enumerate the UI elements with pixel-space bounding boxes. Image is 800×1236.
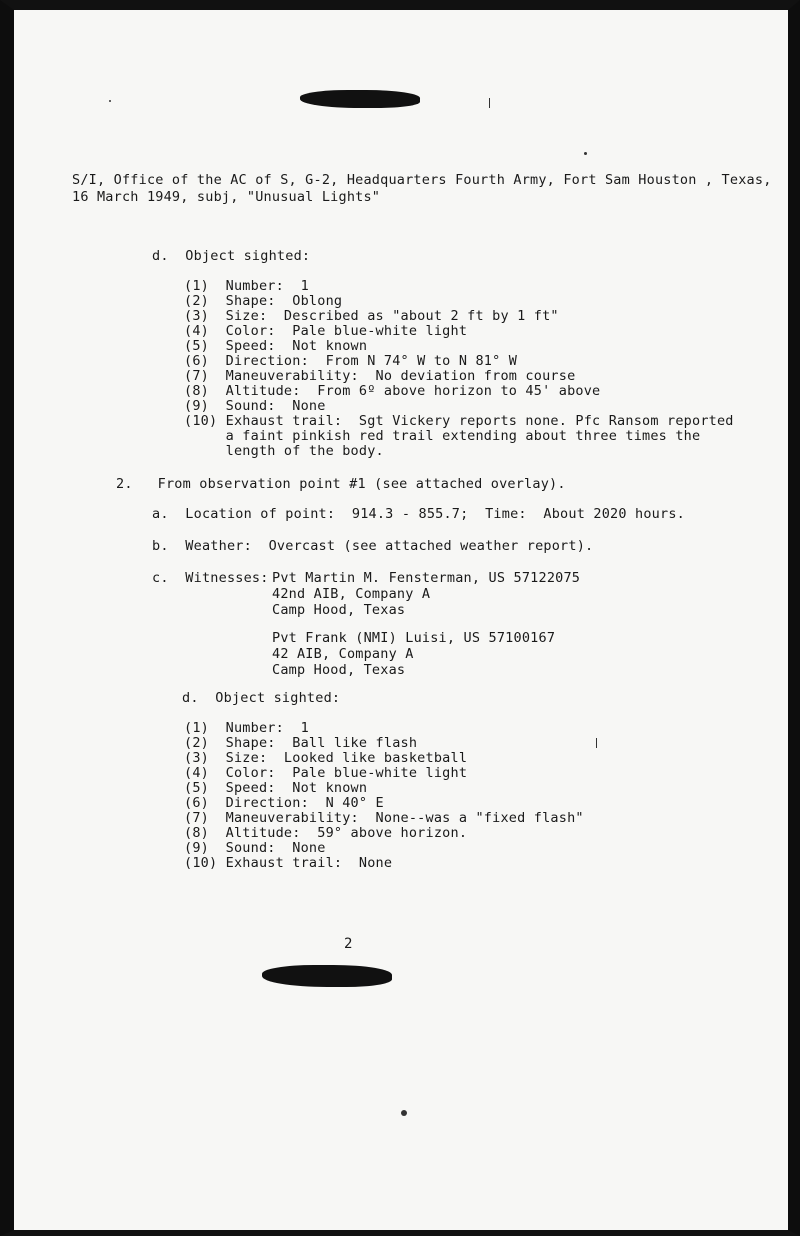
page-number: 2 (344, 936, 353, 952)
section-2-title: 2. From observation point #1 (see attached overlay). (116, 476, 566, 492)
header-line-2: 16 March 1949, subj, "Unusual Lights" (72, 189, 381, 205)
section-d1-item: (8) Altitude: From 6º above horizon to 45' above (184, 383, 601, 399)
section-d1-item: (2) Shape: Oblong (184, 293, 343, 309)
scan-speck (109, 100, 111, 102)
section-d1-item: length of the body. (184, 443, 384, 459)
scan-speck (584, 152, 587, 155)
section-d2-item: (1) Number: 1 (184, 720, 309, 736)
section-d2-item: (4) Color: Pale blue-white light (184, 765, 468, 781)
scan-speck (596, 738, 597, 748)
header-line-1: S/I, Office of the AC of S, G-2, Headquarters Fourth Army, Fort Sam Houston , Texas, (72, 172, 772, 188)
section-d1-item: (1) Number: 1 (184, 278, 309, 294)
section-d1-item: (4) Color: Pale blue-white light (184, 323, 468, 339)
section-d2-item: (2) Shape: Ball like flash (184, 735, 418, 751)
section-d1-item: (7) Maneuverability: No deviation from course (184, 368, 576, 384)
witness-1-line: Camp Hood, Texas (272, 602, 406, 618)
section-d2-item: (9) Sound: None (184, 840, 326, 856)
witnesses-label: c. Witnesses: (152, 570, 269, 586)
section-d2-item: (7) Maneuverability: None--was a "fixed flash" (184, 810, 584, 826)
section-2-location: a. Location of point: 914.3 - 855.7; Time: About 2020 hours. (152, 506, 685, 522)
section-d1-item: (3) Size: Described as "about 2 ft by 1 ft" (184, 308, 559, 324)
witness-2-line: 42 AIB, Company A (272, 646, 414, 662)
section-d1-item: a faint pinkish red trail extending about three times the (184, 428, 701, 444)
witness-2-line: Camp Hood, Texas (272, 662, 406, 678)
witness-1-line: Pvt Martin M. Fensterman, US 57122075 (272, 570, 581, 586)
section-d2-item: (5) Speed: Not known (184, 780, 368, 796)
section-d1-item: (5) Speed: Not known (184, 338, 368, 354)
section-d2-title: d. Object sighted: (182, 690, 341, 706)
section-d1-item: (10) Exhaust trail: Sgt Vickery reports none. Pfc Ransom reported (184, 413, 734, 429)
witness-2-line: Pvt Frank (NMI) Luisi, US 57100167 (272, 630, 556, 646)
section-d1-item: (9) Sound: None (184, 398, 326, 414)
section-d2-item: (3) Size: Looked like basketball (184, 750, 468, 766)
section-d1-title: d. Object sighted: (152, 248, 311, 264)
section-d1-item: (6) Direction: From N 74° W to N 81° W (184, 353, 518, 369)
scan-speck (489, 98, 490, 108)
classification-redaction-top (300, 90, 420, 108)
section-d2-item: (10) Exhaust trail: None (184, 855, 393, 871)
scan-speck (401, 1110, 407, 1116)
section-2-weather: b. Weather: Overcast (see attached weather report). (152, 538, 594, 554)
section-d2-item: (8) Altitude: 59° above horizon. (184, 825, 468, 841)
section-d2-item: (6) Direction: N 40° E (184, 795, 384, 811)
witness-1-line: 42nd AIB, Company A (272, 586, 431, 602)
classification-redaction-bottom (262, 965, 392, 987)
